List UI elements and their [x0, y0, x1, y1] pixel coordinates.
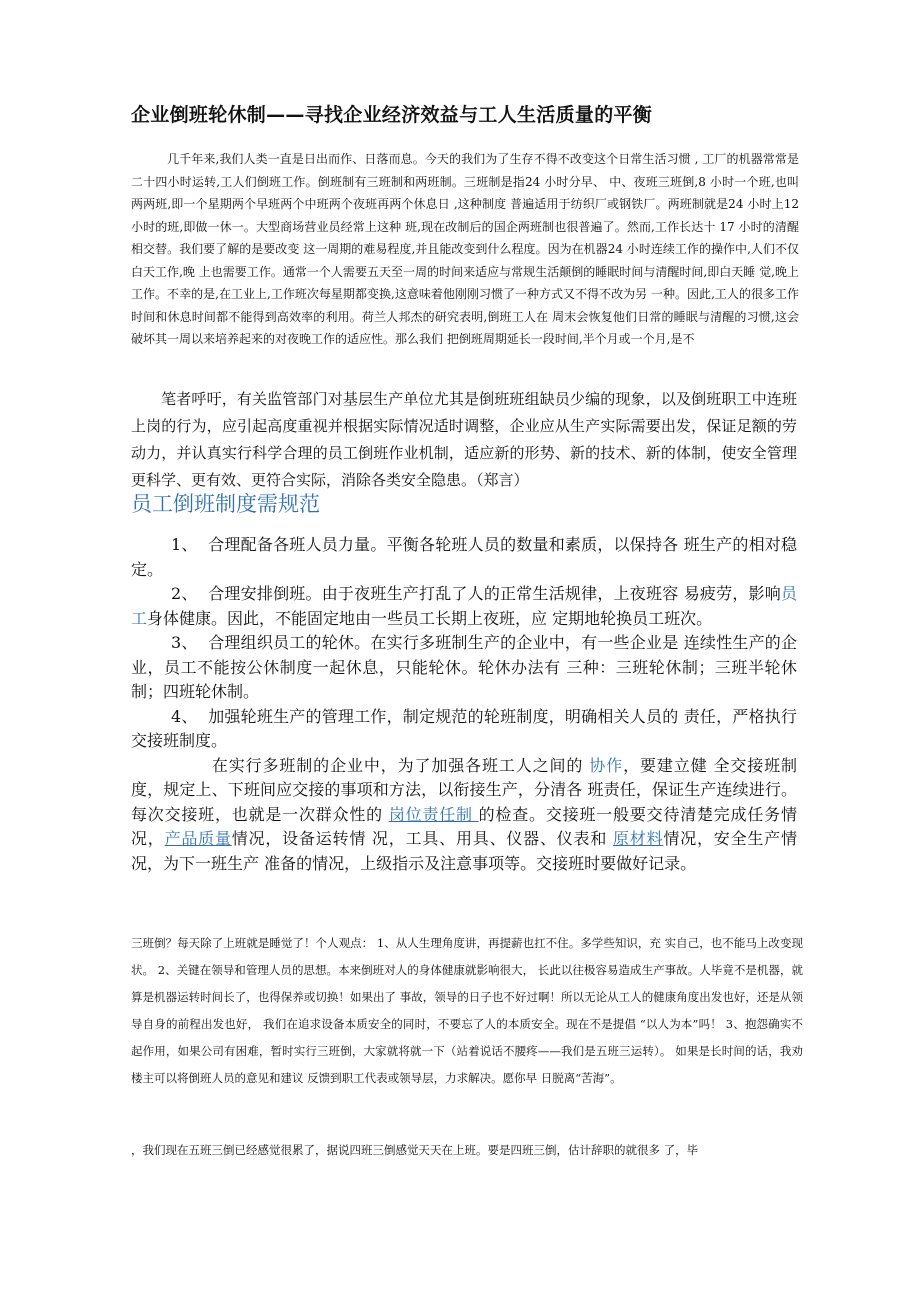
- item-text: 加强轮班生产的管理工作，制定规范的轮班制度，明确相关人员的 责任，严格执行交接班制度。: [131, 706, 797, 750]
- item-text: 合理组织员工的轮休。在实行多班制生产的企业中，有一些企业是 连续性生产的企业，员工不能按公休制度一起休息，只能轮休。轮休办法有 三种：三班轮休制；三班半轮休制；四班轮休制。: [131, 633, 797, 701]
- item-text: 合理配备各班人员力量。平衡各轮班人员的数量和素质，以保持各 班生产的相对稳定。: [131, 535, 797, 579]
- raw-materials-link[interactable]: 原材料: [613, 829, 664, 848]
- item-number: 4、: [171, 706, 198, 726]
- paragraph-4: 三班倒？每天除了上班就是睡觉了！个人观点： 1、从人生理角度讲，再提薪也扛不住。多学些知识，充 实自己，也不能马上改变现状。 2、关键在领导和管理人员的思想。本来倒班对人的身体健康就影响很大， 长此以往极容易造成生产事故。人毕竟不是机器，就算是机器运转时间长了，也得保养或切换！如果出了 事故，领导的日子也不好过啊！所以无论从工人的健康角度出发也好，还是从领导自身的前程出发也好， 我们在追求设备本质安全的同时，不要忘了人的本质安全。现在不是提倡 “以人为本”吗！ 3、抱怨确实不 起作用，如果公司有困难，暂时实行三班倒，大家就将就一下（站着说话不腰疼——我们是五班三运转）。 如果是长时间的话，我劝楼主可以将倒班人员的意见和建议 反馈到职工代表或领导层，力求解决。愿你早 日脱离“苦海”。: [131, 936, 803, 1085]
- list-item: [131, 631, 797, 705]
- item-number: 2、: [171, 584, 198, 603]
- regulation-list: [131, 533, 797, 876]
- item-number: 1、: [171, 535, 198, 554]
- product-quality-link[interactable]: 产品质量: [164, 829, 232, 848]
- handover-text-c: 的检查。交接班一般要交待清楚完成任务情况，: [131, 804, 797, 848]
- list-item: [131, 582, 797, 631]
- section-heading: 员工倒班制度需规范: [131, 492, 320, 516]
- paragraph-1: [131, 148, 799, 351]
- handover-text-a: 在实行多班制的企业中，为了加强各班工人之间的: [211, 755, 590, 775]
- list-item: [131, 705, 797, 754]
- paragraph-2: [131, 386, 797, 494]
- item-text-cont: 身体健康。因此，不能固定地由一些员工长期上夜班，应 定期地轮换员工班次。: [147, 608, 713, 628]
- handover-text-d: 情况，设备运转情 况，工具、用具、仪器、仪表和: [231, 829, 614, 848]
- handover-text-b: ，要建立健 全交接班制度，规定上、下班间应交接的事项和方法，以衔接生产，分清各 班责任，保证生产连续进行。每次交接班，也就是一次群众性的: [131, 755, 797, 824]
- item-number: 3、: [171, 633, 198, 652]
- document-title: 企业倒班轮休制——寻找企业经济效益与工人生活质量的平衡: [131, 104, 653, 126]
- cooperation-link[interactable]: 协作: [589, 755, 624, 775]
- list-item: [131, 533, 797, 582]
- handover-paragraph: [131, 754, 797, 877]
- paragraph-1-text: 几千年来,我们人类一直是日出而作、日落而息。今天的我们为了生存不得不改变这个日常生活习惯 , 工厂的机器常常是二十四小时运转,工人们倒班工作。倒班制有三班制和两班制。三班制是指24 小时分早、 中、夜班三班倒,8 小时一个班,也叫两两班,即一个星期两个早班两个中班两个夜班再两个休息日 ,这种制度 普遍适用于纺织厂或钢铁厂。两班制就是24 小时上12 小时的班,即做一休一。大型商场营业员经常上这种 班,现在改制后的国企两班制也很普遍了。然而,工作长达十 17 小时的清醒相交替。我们要了解的是要改变 这一周期的难易程度,并且能改变到什么程度。因为在机器24 小时连续工作的操作中,人们不仅白天工作,晚 上也需要工作。通常一个人需要五天至一周的时间来适应与常规生活颠倒的睡眠时间与清醒时间,即白天睡 觉,晚上工作。不幸的是,在工业上,工作班次每星期都变换,这意味着他刚刚习惯了一种方式又不得不改为另 一种。因此,工人的很多工作时间和休息时间都不能得到高效率的利用。荷兰人邦杰的研究表明,倒班工人在 周末会恢复他们日常的睡眠与清醒的习惯,这会破坏其一周以来培养起来的对夜晚工作的适应性。那么我们 把倒班周期延长一段时间,半个月或一个月,是不: [131, 152, 799, 346]
- handover-text-e: 情况，安全生产情况，为下一班生产 准备的情况，上级指示及注意事项等。交接班时要做好记录。: [131, 829, 797, 873]
- responsibility-system-link[interactable]: 岗位责任制: [388, 804, 479, 824]
- employee-link[interactable]: 员工: [131, 584, 797, 628]
- paragraph-5: ，我们现在五班三倒已经感觉很累了，据说四班三倒感觉天天在上班。要是四班三倒，估计辞职的就很多 了，毕: [131, 1143, 699, 1157]
- paragraph-2-text: 笔者呼吁，有关监管部门对基层生产单位尤其是倒班班组缺员少编的现象，以及倒班职工中连班上岗的行为，应引起高度重视并根据实际情况适时调整，企业应从生产实际需要出发，保证足额的劳动力，并认真实行科学合理的员工倒班作业机制，适应新的形势、新的技术、新的体制，使安全管理更科学、更有效、更符合实际，消除各类安全隐患。（郑言）: [131, 390, 797, 489]
- item-text: 合理安排倒班。由于夜班生产打乱了人的正常生活规律，上夜班容 易疲劳，影响: [208, 584, 781, 603]
